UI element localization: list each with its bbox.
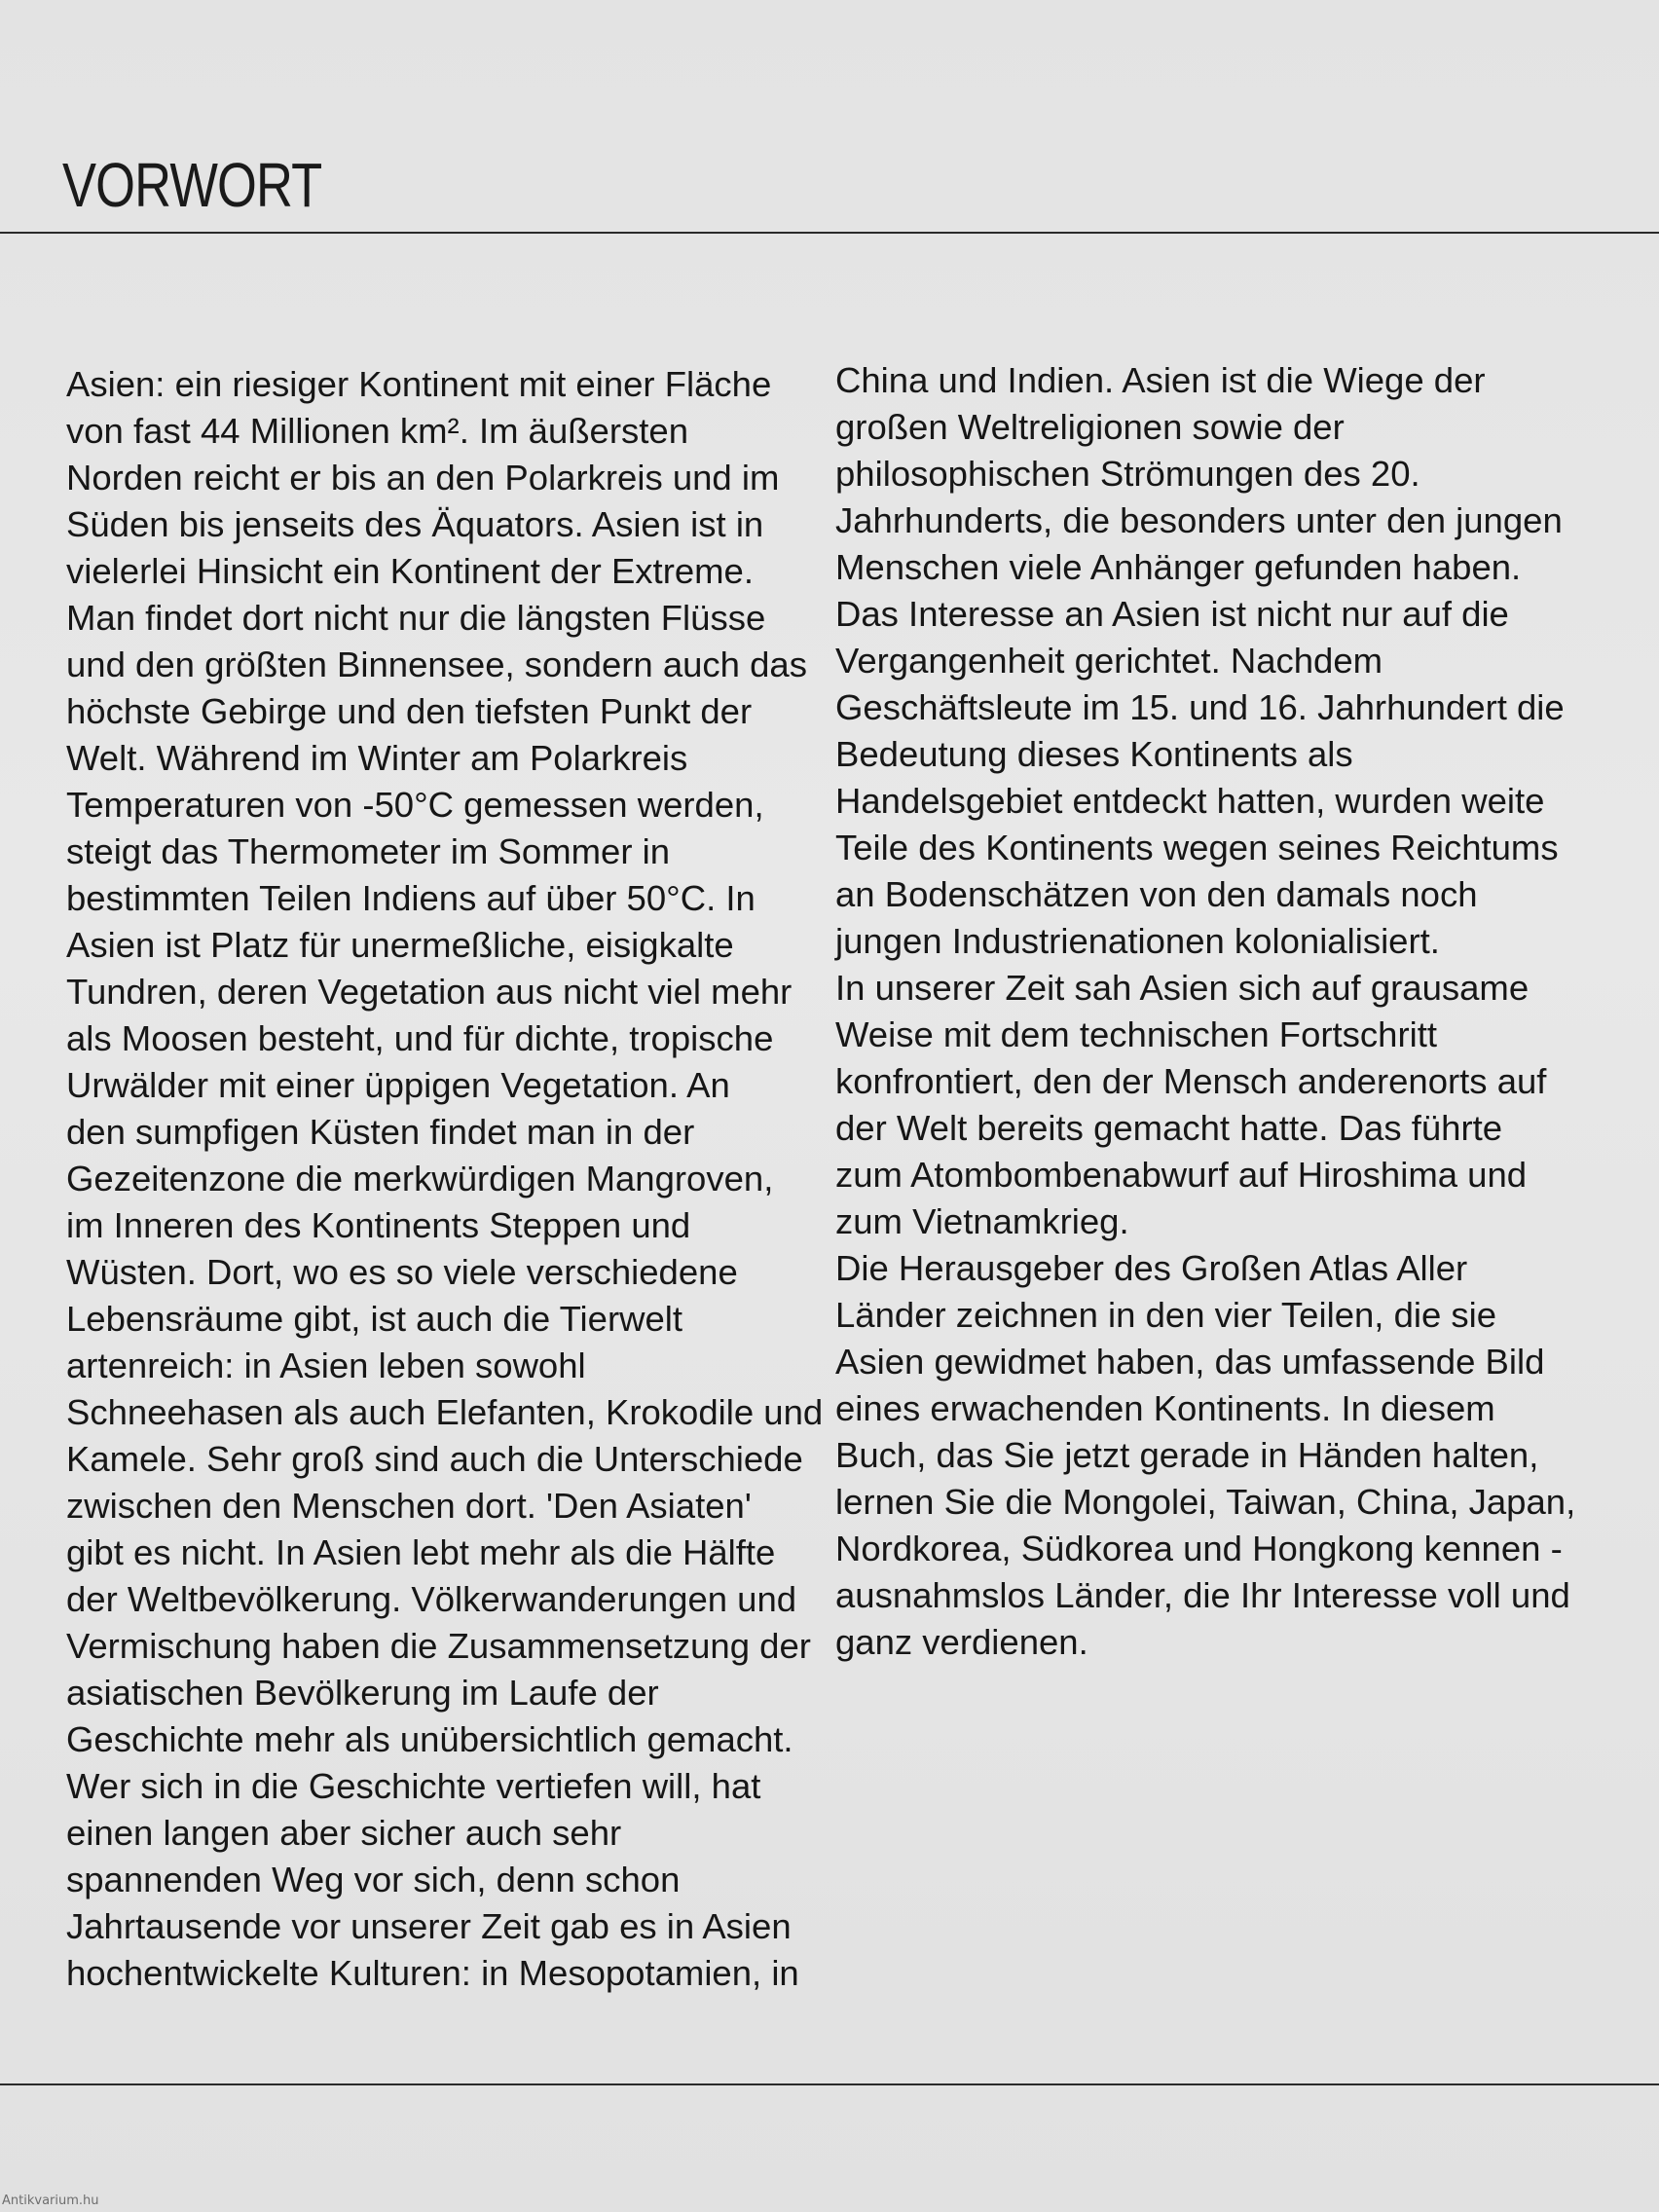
text-line: Man findet dort nicht nur die längsten Flüsse — [66, 598, 766, 638]
text-line: jungen Industrienationen kolonialisiert. — [835, 921, 1440, 961]
text-line: konfrontiert, den der Mensch anderenorts auf — [835, 1061, 1547, 1101]
text-line: Norden reicht er bis an den Polarkreis und im — [66, 458, 780, 498]
text-line: China und Indien. Asien ist die Wiege der — [835, 360, 1486, 400]
text-line: ganz verdienen. — [835, 1622, 1088, 1662]
text-line: Menschen viele Anhänger gefunden haben. — [835, 547, 1522, 587]
text-line: zum Atombombenabwurf auf Hiroshima und — [835, 1155, 1528, 1195]
text-line: Urwälder mit einer üppigen Vegetation. An — [66, 1065, 730, 1105]
text-line: Schneehasen als auch Elefanten, Krokodile und — [66, 1392, 824, 1432]
page-title: VORWORT — [62, 150, 322, 220]
text-line: steigt das Thermometer im Sommer in — [66, 831, 671, 871]
text-line: In unserer Zeit sah Asien sich auf grausame — [835, 968, 1530, 1008]
text-line: Jahrtausende vor unserer Zeit gab es in Asien — [66, 1906, 792, 1946]
text-line: artenreich: in Asien leben sowohl — [66, 1346, 586, 1385]
text-line: Teile des Kontinents wegen seines Reichtums — [835, 828, 1559, 867]
text-line: asiatischen Bevölkerung im Laufe der — [66, 1673, 659, 1713]
text-line: Asien ist Platz für unermeßliche, eisigkalte — [66, 925, 734, 965]
text-line: Jahrhunderts, die besonders unter den jungen — [835, 500, 1563, 540]
text-line: lernen Sie die Mongolei, Taiwan, China, Japan, — [835, 1482, 1576, 1522]
bottom-divider — [0, 2083, 1659, 2085]
text-line: höchste Gebirge und den tiefsten Punkt der — [66, 691, 753, 731]
text-line: Geschäftsleute im 15. und 16. Jahrhundert die — [835, 687, 1565, 727]
text-line: der Weltbevölkerung. Völkerwanderungen und — [66, 1579, 797, 1619]
text-line: Wüsten. Dort, wo es so viele verschiedene — [66, 1252, 738, 1292]
text-line: Bedeutung dieses Kontinents als — [835, 734, 1353, 774]
text-line: Vermischung haben die Zusammensetzung der — [66, 1626, 811, 1666]
text-line: Die Herausgeber des Großen Atlas Aller — [835, 1248, 1468, 1288]
top-divider — [0, 232, 1659, 234]
text-line: Handelsgebiet entdeckt hatten, wurden weite — [835, 781, 1545, 821]
text-line: Süden bis jenseits des Äquators. Asien ist in — [66, 504, 764, 544]
text-column-left — [66, 361, 824, 1997]
watermark: Antikvarium.hu — [2, 2194, 99, 2208]
text-line: Geschichte mehr als unübersichtlich gemacht. — [66, 1719, 793, 1759]
text-line: Vergangenheit gerichtet. Nachdem — [835, 641, 1383, 681]
text-line: Wer sich in die Geschichte vertiefen will, hat — [66, 1766, 761, 1806]
text-line: den sumpfigen Küsten findet man in der — [66, 1112, 695, 1152]
text-line: Asien gewidmet haben, das umfassende Bild — [835, 1342, 1545, 1382]
text-line: Temperaturen von -50°C gemessen werden, — [66, 785, 764, 825]
text-line: Nordkorea, Südkorea und Hongkong kennen - — [835, 1529, 1563, 1568]
text-line: Länder zeichnen in den vier Teilen, die sie — [835, 1295, 1497, 1335]
text-column-right — [835, 357, 1575, 1666]
text-line: bestimmten Teilen Indiens auf über 50°C. In — [66, 878, 756, 918]
text-line: im Inneren des Kontinents Steppen und — [66, 1205, 691, 1245]
text-line: Das Interesse an Asien ist nicht nur auf die — [835, 594, 1509, 634]
text-line: Weise mit dem technischen Fortschritt — [835, 1014, 1438, 1054]
text-line: ausnahmslos Länder, die Ihr Interesse voll und — [835, 1575, 1570, 1615]
text-line: Buch, das Sie jetzt gerade in Händen halten, — [835, 1435, 1539, 1475]
text-line: von fast 44 Millionen km². Im äußersten — [66, 411, 688, 451]
text-line: großen Weltreligionen sowie der — [835, 407, 1345, 447]
text-line: Welt. Während im Winter am Polarkreis — [66, 738, 688, 778]
text-line: vielerlei Hinsicht ein Kontinent der Extreme. — [66, 551, 754, 591]
text-line: philosophischen Strömungen des 20. — [835, 454, 1420, 494]
text-line: einen langen aber sicher auch sehr — [66, 1813, 622, 1853]
text-line: Lebensräume gibt, ist auch die Tierwelt — [66, 1299, 683, 1339]
text-line: an Bodenschätzen von den damals noch — [835, 874, 1478, 914]
text-line: zum Vietnamkrieg. — [835, 1201, 1129, 1241]
text-line: und den größten Binnensee, sondern auch das — [66, 645, 807, 684]
text-line: Asien: ein riesiger Kontinent mit einer Fläche — [66, 364, 772, 404]
text-line: hochentwickelte Kulturen: in Mesopotamien, in — [66, 1953, 799, 1993]
text-line: der Welt bereits gemacht hatte. Das führte — [835, 1108, 1503, 1148]
text-line: Gezeitenzone die merkwürdigen Mangroven, — [66, 1159, 774, 1198]
text-line: gibt es nicht. In Asien lebt mehr als die Hälfte — [66, 1532, 776, 1572]
text-line: Tundren, deren Vegetation aus nicht viel mehr — [66, 972, 793, 1012]
text-line: als Moosen besteht, und für dichte, tropische — [66, 1018, 774, 1058]
text-line: eines erwachenden Kontinents. In diesem — [835, 1388, 1495, 1428]
text-line: Kamele. Sehr groß sind auch die Unterschiede — [66, 1439, 803, 1479]
text-line: zwischen den Menschen dort. 'Den Asiaten' — [66, 1486, 752, 1526]
text-line: spannenden Weg vor sich, denn schon — [66, 1860, 681, 1899]
